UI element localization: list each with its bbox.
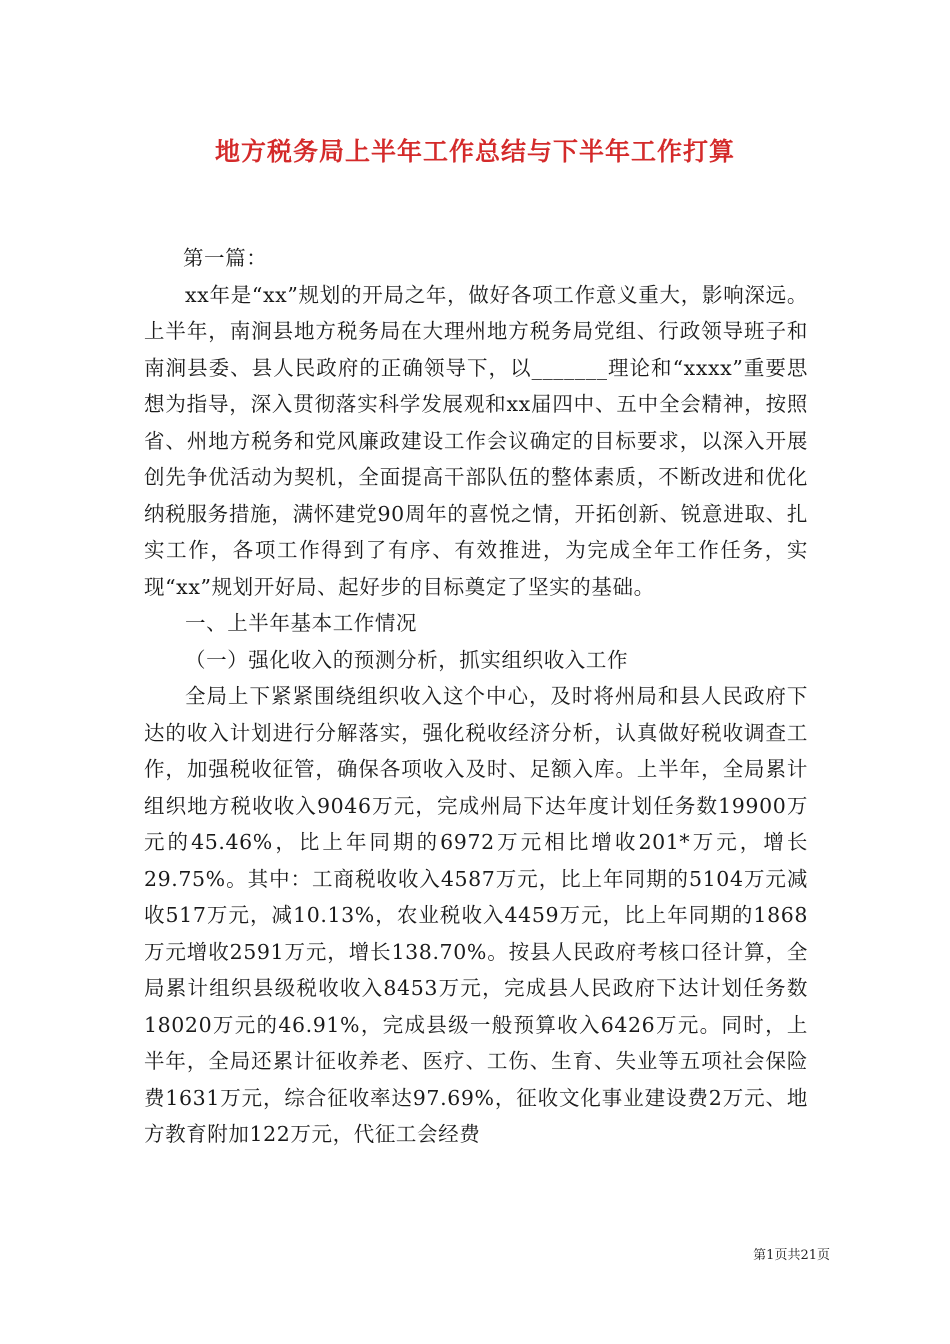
subsection-heading: （一）强化收入的预测分析，抓实组织收入工作 [185, 647, 629, 672]
page-number: 第1页共21页 [753, 1248, 830, 1263]
revenue-paragraph: 全局上下紧紧围绕组织收入这个中心，及时将州局和县人民政府下达的收入计划进行分解落实，强化税收经济分析，认真做好税收调查工作，加强税收征管，确保各项收入及时、足额入库。上半年，全局累计组织地方税收收入9046万元，完成州局下达年度计划任务数19900万元的45.46%，比上年同期的6972万元相比增收201*万元，增长29.75%。其中：工商税收收入4587万元，比上年同期的5104万元减收517万元，减10.13%，农业税收入4459万元，比上年同期的1868万元增收2591万元，增长138.70%。按县人民政府考核口径计算，全局累计组织县级税收收入8453万元，完成县人民政府下达计划任务数18020万元的46.91%，完成县级一般预算收入6426万元。同时，上半年，全局还累计征收养老、医疗、工伤、生育、失业等五项社会保险费1631万元，综合征收率达97.69%，征收文化事业建设费2万元、地方教育附加122万元，代征工会经费 [144, 684, 808, 1146]
section-label: 第一篇： [182, 246, 268, 270]
section-heading: 一、上半年基本工作情况 [185, 611, 418, 635]
document-body [144, 240, 808, 1153]
document-title: 地方税务局上半年工作总结与下半年工作打算 [214, 137, 735, 166]
intro-paragraph: xx年是“xx”规划的开局之年，做好各项工作意义重大，影响深远。上半年，南涧县地方税务局在大理州地方税务局党组、行政领导班子和南涧县委、县人民政府的正确领导下，以_______理论和“xxxx”重要思想为指导，深入贯彻落实科学发展观和xx届四中、五中全会精神，按照省、州地方税务和党风廉政建设工作会议确定的目标要求，以深入开展创先争优活动为契机，全面提高干部队伍的整体素质，不断改进和优化纳税服务措施，满怀建党90周年的喜悦之情，开拓创新、锐意进取、扎实工作，各项工作得到了有序、有效推进，为完成全年工作任务，实现“xx”规划开好局、起好步的目标奠定了坚实的基础。 [144, 282, 808, 599]
